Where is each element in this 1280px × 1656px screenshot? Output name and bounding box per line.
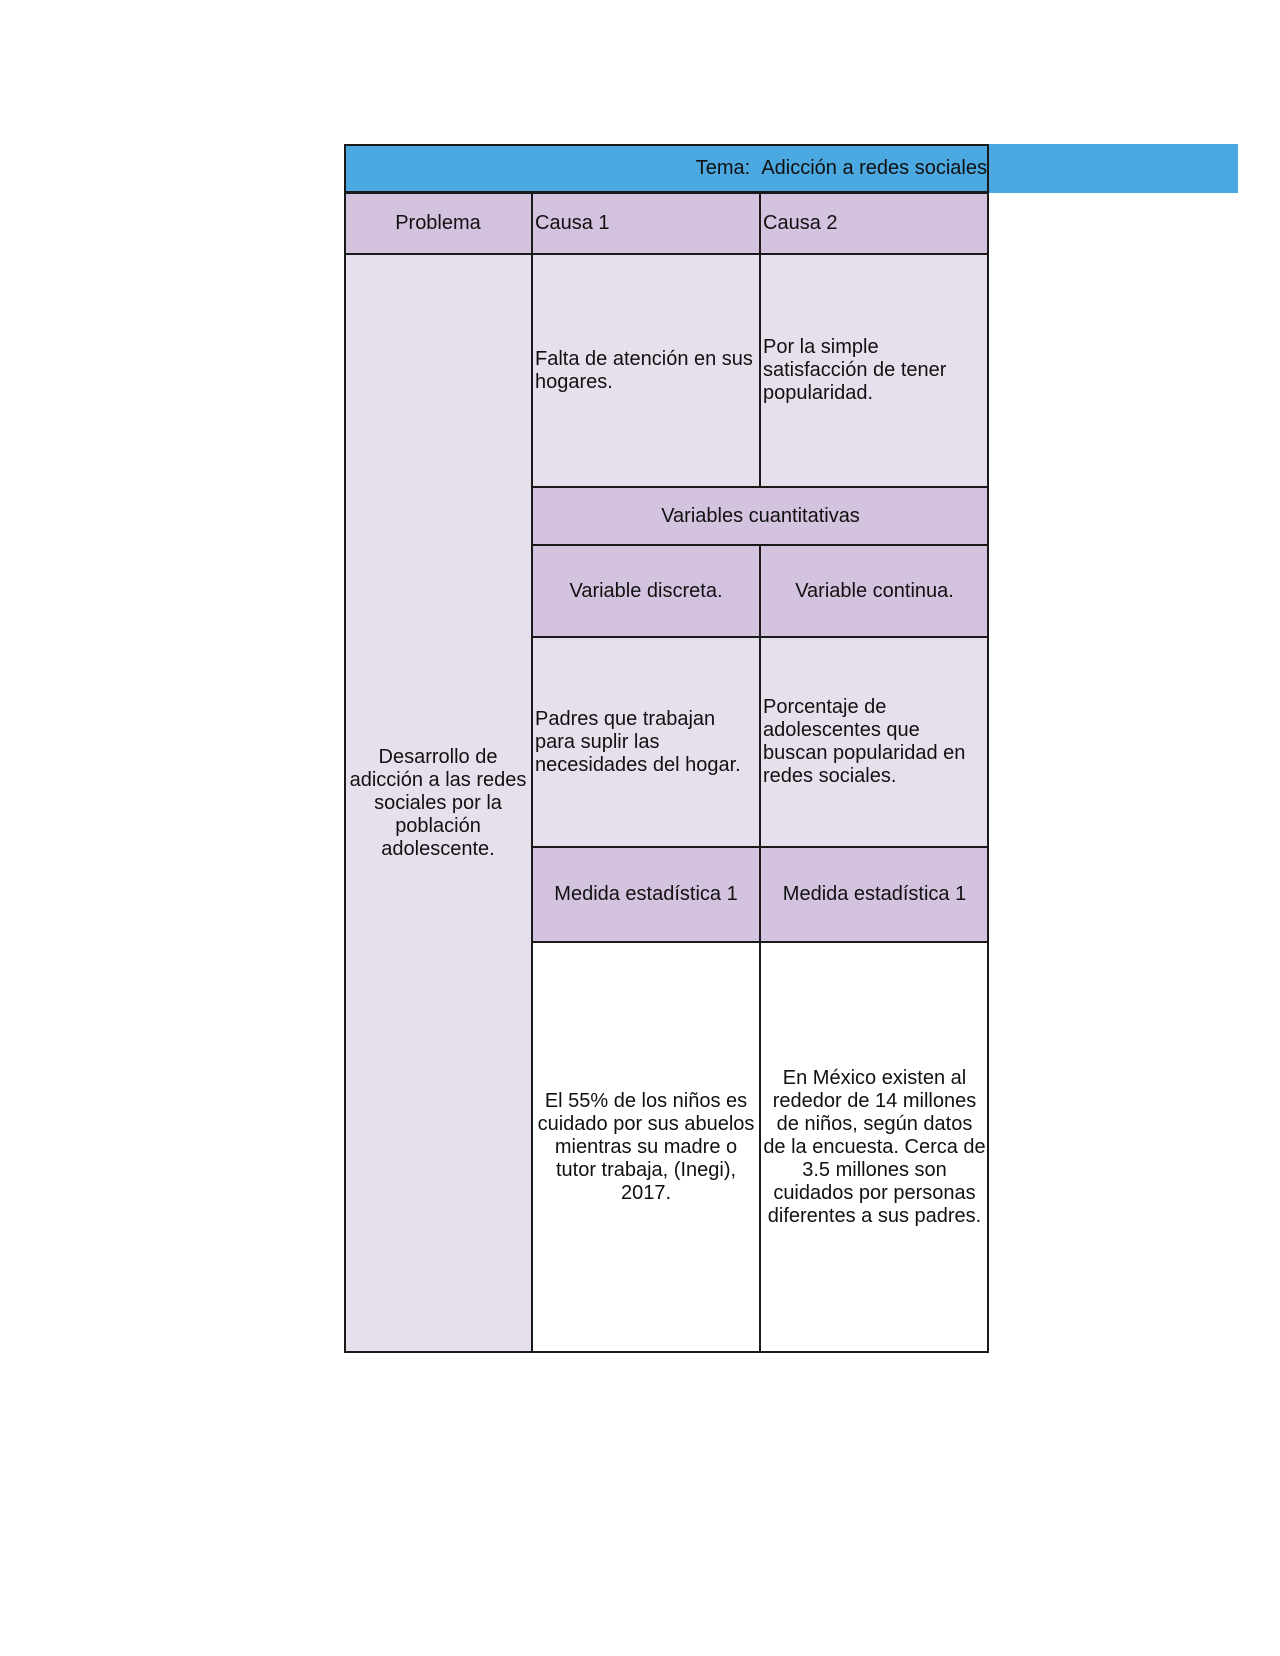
medida-2-cell[interactable]	[760, 942, 989, 1353]
header-causa-2-label: Causa 2	[763, 212, 838, 234]
medida-1-header[interactable]	[532, 847, 760, 942]
variable-discreta-header[interactable]	[532, 545, 760, 637]
medida-1-cell[interactable]	[532, 942, 760, 1353]
variable-continua-text: Porcentaje de adolescentes que buscan popularidad en redes sociales.	[763, 696, 966, 787]
problema-text: Desarrollo de adicción a las redes sociales por la población adolescente.	[349, 746, 527, 860]
medida-1-label: Medida estadística 1	[554, 883, 738, 905]
variables-cuantitativas-label: Variables cuantitativas	[661, 504, 860, 527]
medida-2-header[interactable]	[760, 847, 989, 942]
header-problema[interactable]	[344, 193, 532, 254]
title-text: Tema: Adicción a redes sociales	[695, 157, 987, 179]
medida-2-text: En México existen al rededor de 14 millones de niños, según datos de la encuesta. Cerca de 3.5 millones son cuidados por personas diferentes a sus padres.	[763, 1067, 986, 1227]
medida-1-text: El 55% de los niños es cuidado por sus abuelos mientras su madre o tutor trabaja, (Inegi), 2017.	[537, 1090, 755, 1204]
causa-2-cell[interactable]	[760, 254, 989, 487]
header-causa-1-label: Causa 1	[535, 212, 610, 234]
header-causa-1[interactable]	[532, 193, 760, 254]
causa-2-text: Por la simple satisfacción de tener popularidad.	[763, 336, 947, 404]
medida-2-label: Medida estadística 1	[782, 883, 967, 905]
variable-continua-header[interactable]	[760, 545, 989, 637]
variables-cuantitativas-header[interactable]	[532, 487, 989, 545]
variable-discreta-text: Padres que trabajan para suplir las necesidades del hogar.	[535, 707, 741, 776]
variable-continua-label: Variable continua.	[795, 579, 954, 602]
header-causa-2[interactable]	[760, 193, 989, 254]
variable-continua-cell[interactable]	[760, 637, 989, 847]
causa-1-text: Falta de atención en sus hogares.	[535, 347, 753, 393]
title-cell[interactable]	[344, 144, 989, 193]
problema-cell[interactable]	[344, 254, 532, 1353]
variable-discreta-cell[interactable]	[532, 637, 760, 847]
header-problema-label: Problema	[395, 212, 481, 234]
causa-1-cell[interactable]	[532, 254, 760, 487]
variable-discreta-label: Variable discreta.	[569, 579, 723, 602]
